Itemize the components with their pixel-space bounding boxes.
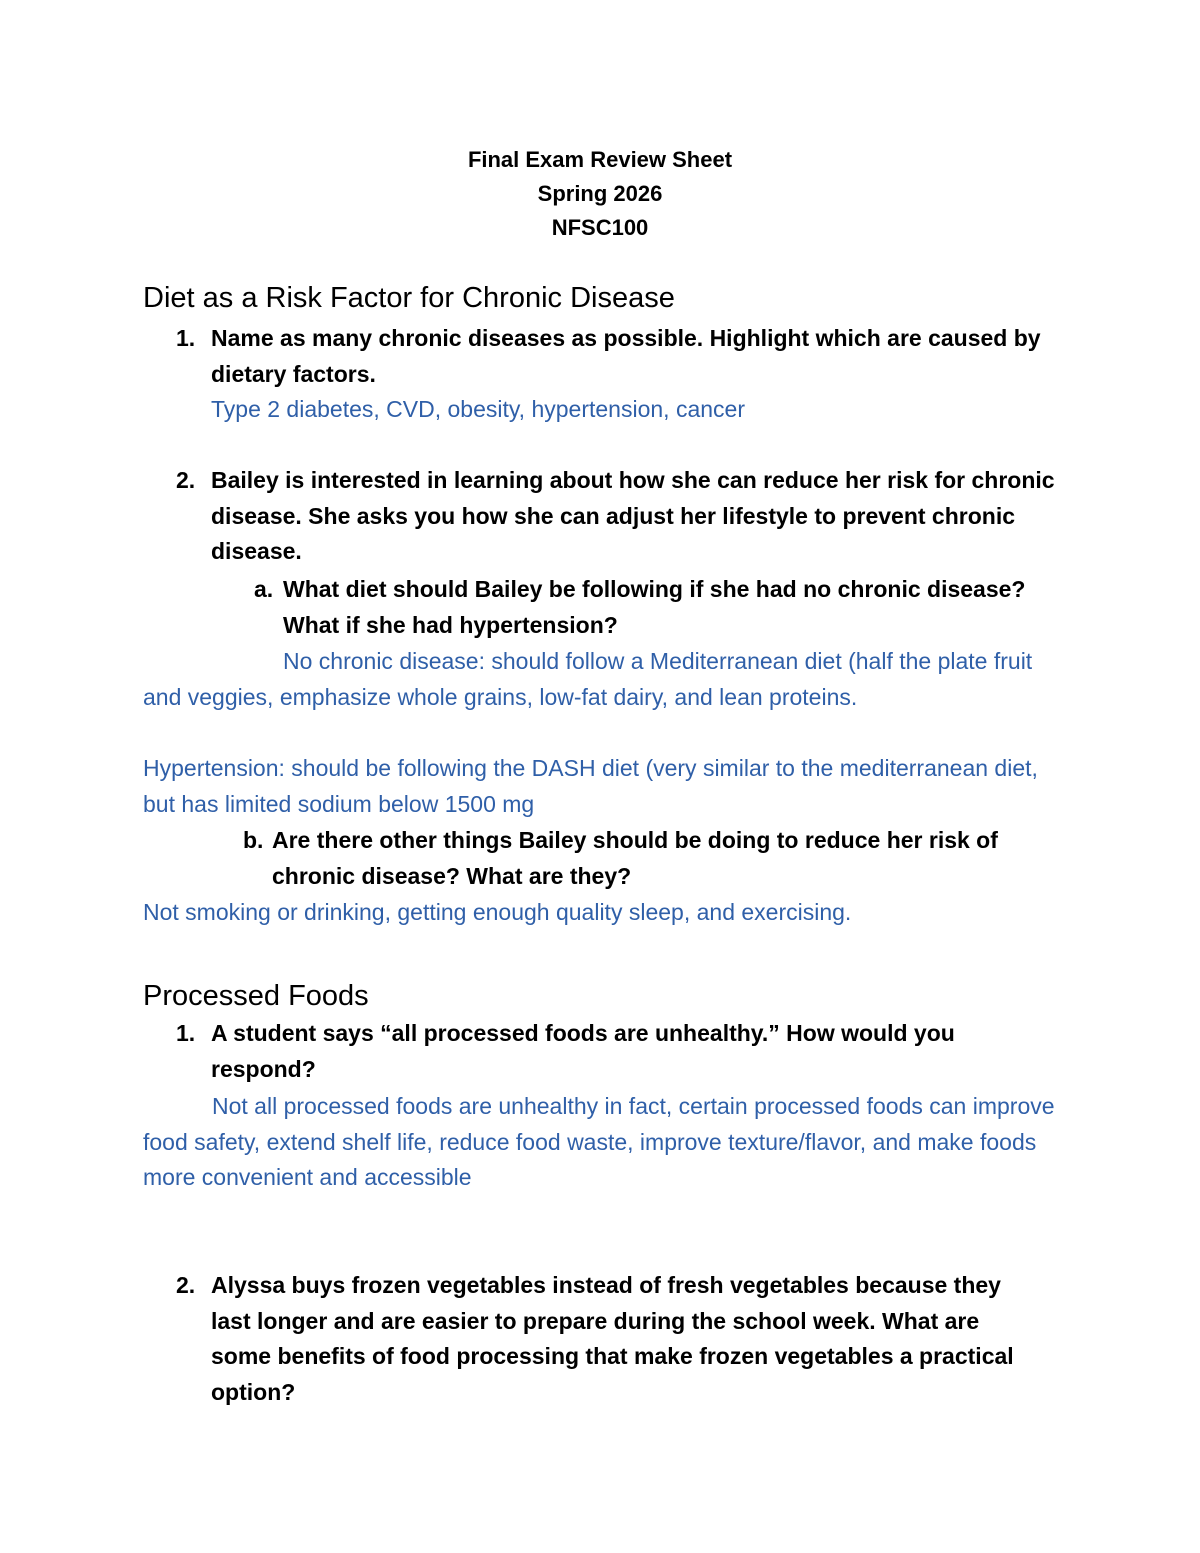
answer-processed-1: Not all processed foods are unhealthy in fact, certain processed foods can improve food safety, extend shelf life, reduce food waste, improve texture/flavor, and make foods more convenient and accessible xyxy=(143,1093,1055,1190)
subquestion-text: Are there other things Bailey should be doing to reduce her risk of chronic disease? What are they? xyxy=(272,827,998,889)
section-heading-processed-foods: Processed Foods xyxy=(143,980,369,1012)
answer-2b: Not smoking or drinking, getting enough quality sleep, and exercising. xyxy=(143,899,852,925)
question-processed-1 xyxy=(176,1016,1051,1087)
question-2 xyxy=(176,463,1071,570)
course-code: NFSC100 xyxy=(551,215,649,240)
document-term: Spring 2026 xyxy=(537,181,663,206)
question-number: 2. xyxy=(176,1272,196,1298)
question-text: Name as many chronic diseases as possible. Highlight which are caused by dietary factors. xyxy=(211,325,1041,387)
answer-2a-no-disease: No chronic disease: should follow a Mediterranean diet (half the plate fruit and veggies, emphasize whole grains, low-fat dairy, and lean proteins. xyxy=(143,648,1033,710)
subquestion-b xyxy=(243,823,1072,894)
subquestion-text: What diet should Bailey be following if she had no chronic disease? What if she had hypertension? xyxy=(283,576,1026,638)
question-1 xyxy=(176,321,1041,392)
document-title: Final Exam Review Sheet xyxy=(467,147,733,172)
section-heading-chronic-disease: Diet as a Risk Factor for Chronic Disease xyxy=(143,282,675,314)
question-text: Bailey is interested in learning about how she can reduce her risk for chronic disease. She asks you how she can adjust her lifestyle to prevent chronic disease. xyxy=(211,467,1055,564)
subquestion-letter: a. xyxy=(254,576,274,602)
answer-2a-hypertension: Hypertension: should be following the DASH diet (very similar to the mediterranean diet, but has limited sodium below 1500 mg xyxy=(143,755,1038,817)
question-text: A student says “all processed foods are unhealthy.” How would you respond? xyxy=(211,1020,955,1082)
subquestion-letter: b. xyxy=(243,827,264,853)
subquestion-a xyxy=(254,572,1043,643)
question-number: 2. xyxy=(176,467,196,493)
answer-1: Type 2 diabetes, CVD, obesity, hypertension, cancer xyxy=(211,396,745,422)
question-processed-2 xyxy=(176,1268,1041,1410)
question-number: 1. xyxy=(176,1020,196,1046)
question-text: Alyssa buys frozen vegetables instead of fresh vegetables because they last longer and are easier to prepare during the school week. What are some benefits of food processing that make frozen vegetables a practical option? xyxy=(211,1272,1014,1405)
question-number: 1. xyxy=(176,325,196,351)
